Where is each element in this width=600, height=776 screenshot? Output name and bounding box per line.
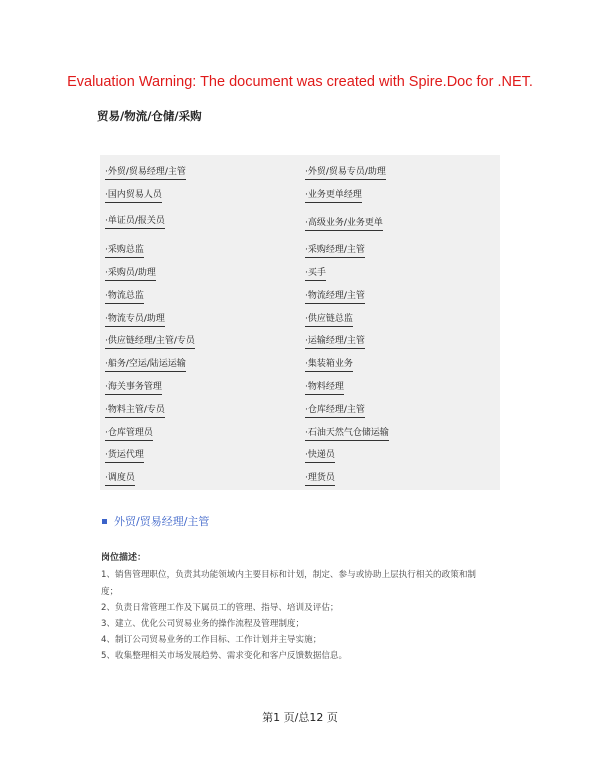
evaluation-warning: Evaluation Warning: The document was created with Spire.Doc for .NET.: [67, 74, 533, 90]
job-link[interactable]: ·货运代理: [105, 449, 144, 463]
job-link[interactable]: ·供应链总监: [305, 313, 353, 327]
description-line: 4、制订公司贸易业务的工作目标、工作计划并主导实施；: [101, 635, 322, 645]
job-link[interactable]: ·理货员: [305, 472, 335, 486]
job-link[interactable]: ·业务更单经理: [305, 189, 362, 203]
job-subheading-label: 外贸/贸易经理/主管: [114, 515, 210, 528]
job-link[interactable]: ·外贸/贸易专员/助理: [305, 166, 386, 180]
job-link[interactable]: ·快递员: [305, 449, 335, 463]
description-line: 3、建立、优化公司贸易业务的操作流程及管理制度；: [101, 619, 305, 629]
job-link[interactable]: ·物流总监: [105, 290, 144, 304]
job-link[interactable]: ·物料主管/专员: [105, 404, 165, 418]
description-line: 2、负责日常管理工作及下属员工的管理、指导、培训及评估；: [101, 603, 339, 613]
job-link[interactable]: ·物料经理: [305, 381, 344, 395]
job-category-table: [100, 155, 500, 490]
job-link[interactable]: ·采购员/助理: [105, 267, 156, 281]
job-link[interactable]: ·物流经理/主管: [305, 290, 365, 304]
job-link[interactable]: ·运输经理/主管: [305, 335, 365, 349]
description-line: 5、收集整理相关市场发展趋势、需求变化和客户反馈数据信息。: [101, 651, 348, 661]
page-number: 第1 页/总12 页: [262, 711, 338, 724]
description-title: 岗位描述：: [101, 553, 147, 563]
job-link[interactable]: ·仓库管理员: [105, 427, 153, 441]
job-link[interactable]: ·仓库经理/主管: [305, 404, 365, 418]
job-link[interactable]: ·单证员/报关员: [105, 215, 165, 229]
job-link[interactable]: ·石油天然气仓储运输: [305, 427, 389, 441]
job-link[interactable]: ·国内贸易人员: [105, 189, 162, 203]
job-link[interactable]: ·集装箱业务: [305, 358, 353, 372]
job-link[interactable]: ·船务/空运/陆运运输: [105, 358, 186, 372]
square-bullet-icon: [102, 519, 107, 524]
job-link[interactable]: ·采购总监: [105, 244, 144, 258]
job-link[interactable]: ·物流专员/助理: [105, 313, 165, 327]
job-link[interactable]: ·高级业务/业务更单: [305, 217, 383, 231]
job-subheading: [102, 513, 209, 529]
job-link[interactable]: ·调度员: [105, 472, 135, 486]
section-title: 贸易/物流/仓储/采购: [97, 109, 202, 123]
job-link[interactable]: ·海关事务管理: [105, 381, 162, 395]
description-line: 度；: [101, 587, 119, 597]
job-link[interactable]: ·买手: [305, 267, 326, 281]
description-line: 1、销售管理职位，负责其功能领域内主要目标和计划，制定、参与或协助上层执行相关的政策和制: [101, 570, 477, 580]
job-link[interactable]: ·外贸/贸易经理/主管: [105, 166, 186, 180]
job-link[interactable]: ·供应链经理/主管/专员: [105, 335, 195, 349]
job-link[interactable]: ·采购经理/主管: [305, 244, 365, 258]
